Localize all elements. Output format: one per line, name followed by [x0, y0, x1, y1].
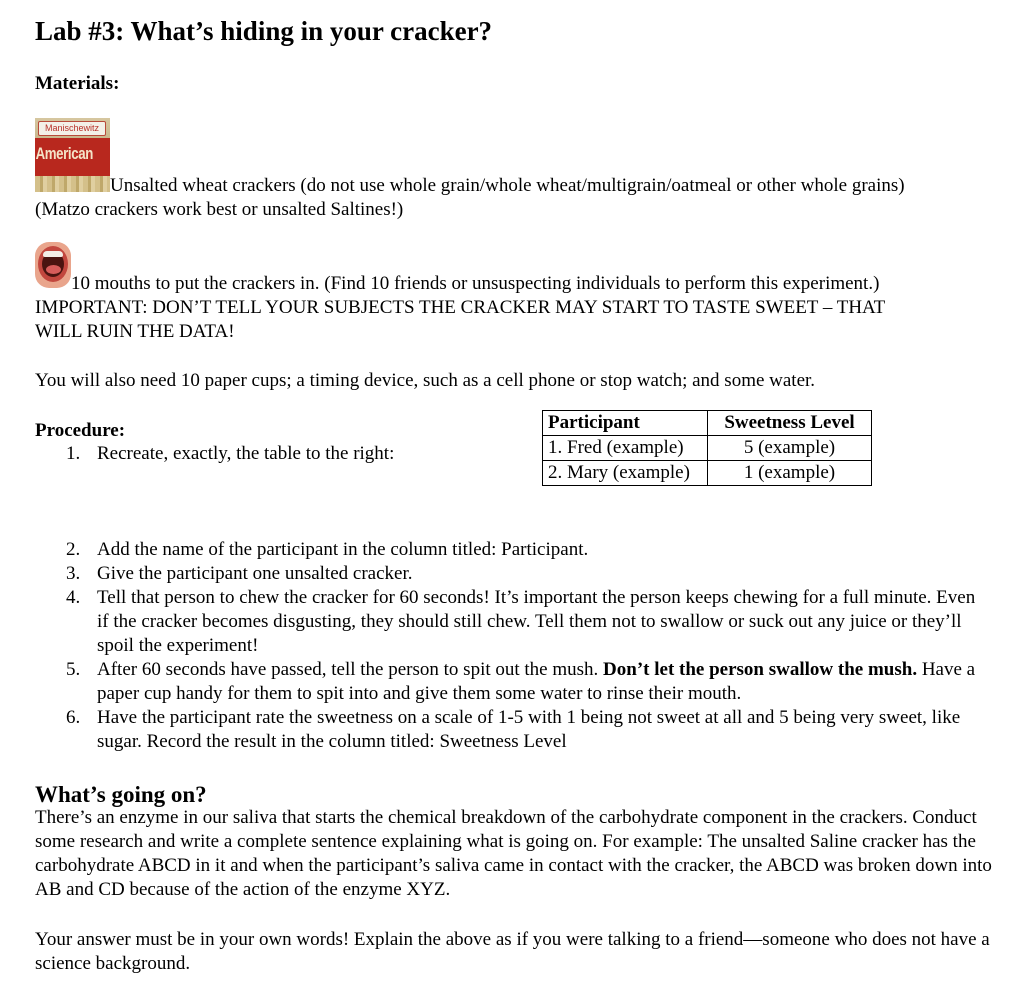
- table-row: [543, 436, 872, 461]
- header-sweetness-level: Sweetness Level: [708, 411, 872, 436]
- step-warning-bold: Don’t let the person swallow the mush.: [603, 659, 918, 680]
- step-1-number: 1.: [66, 443, 81, 464]
- step-number: 6.: [66, 707, 81, 728]
- step-number: 3.: [66, 563, 81, 584]
- participant-cell: 1. Fred (example): [543, 436, 708, 461]
- table-header-row: [543, 411, 872, 436]
- explanation-paragraph: There’s an enzyme in our saliva that starts the chemical breakdown of the carbohydrate component in the crackers. Conduct some research and write a complete sentence explaining what is going on. For example: The unsalted Saline cracker has the carbohydrate ABCD in it and when the participant’s saliva came in contact with the cracker, the ABCD was broken down into AB and CD because of the action of the enzyme XYZ.: [35, 807, 992, 900]
- step-text: Tell that person to chew the cracker for 60 seconds! It’s important the person keeps chewing for a full minute. Even if the cracker becomes disgusting, they should still chew. Tell them not to swallow or suck out any juice or they’ll spoil the experiment!: [97, 587, 976, 656]
- materials-heading: Materials:: [35, 73, 120, 94]
- cracker-box-brand: American: [35, 144, 93, 163]
- step-text: [97, 659, 975, 704]
- step-text: Have the participant rate the sweetness on a scale of 1-5 with 1 being not sweet at all and 5 being very sweet, like sugar. Record the result in the column titled: Sweetness Level: [97, 707, 961, 752]
- list-item: [35, 706, 985, 754]
- sweetness-cell: 5 (example): [708, 436, 872, 461]
- procedure-heading: Procedure:: [35, 420, 126, 441]
- page-title: Lab #3: What’s hiding in your cracker?: [35, 16, 493, 46]
- mouths-material-line: 10 mouths to put the crackers in. (Find 10 friends or unsuspecting individuals to perform this experiment.): [71, 273, 880, 294]
- participant-cell: 2. Mary (example): [543, 461, 708, 486]
- step-number: 2.: [66, 539, 81, 560]
- open-mouth-image: [35, 242, 71, 288]
- additional-materials: You will also need 10 paper cups; a timing device, such as a cell phone or stop watch; and some water.: [35, 370, 816, 391]
- step-text-part: Have a paper cup handy for them to spit into and give them some water to rinse their mouth.: [97, 659, 976, 704]
- whats-going-on-heading: What’s going on?: [35, 782, 207, 807]
- step-number: 4.: [66, 587, 81, 608]
- results-table: [542, 410, 872, 486]
- important-warning-line1: IMPORTANT: DON’T TELL YOUR SUBJECTS THE CRACKER MAY START TO TASTE SWEET – THAT: [35, 297, 886, 318]
- list-item: [35, 562, 985, 586]
- step-text: Add the name of the participant in the column titled: Participant.: [97, 539, 589, 560]
- step-text-part: After 60 seconds have passed, tell the person to spit out the mush.: [97, 659, 604, 680]
- crackers-material-note: (Matzo crackers work best or unsalted Saltines!): [35, 199, 404, 220]
- table-row: [543, 461, 872, 486]
- step-text: Give the participant one unsalted cracker.: [97, 563, 413, 584]
- procedure-steps-list: [35, 538, 985, 754]
- sweetness-cell: 1 (example): [708, 461, 872, 486]
- cracker-box-logo: Manischewitz: [38, 121, 106, 136]
- important-warning-line2: WILL RUIN THE DATA!: [35, 321, 235, 342]
- step-number: 5.: [66, 659, 81, 680]
- crackers-material-line: Unsalted wheat crackers (do not use whole grain/whole wheat/multigrain/oatmeal or other whole grains): [110, 175, 905, 196]
- cracker-box-image: [35, 118, 110, 192]
- list-item: [35, 538, 985, 562]
- list-item: [35, 586, 985, 658]
- answer-instructions: Your answer must be in your own words! Explain the above as if you were talking to a friend—someone who does not have a science background.: [35, 929, 990, 974]
- list-item: [35, 658, 985, 706]
- step-1-text: Recreate, exactly, the table to the right:: [97, 443, 395, 464]
- header-participant: Participant: [543, 411, 708, 436]
